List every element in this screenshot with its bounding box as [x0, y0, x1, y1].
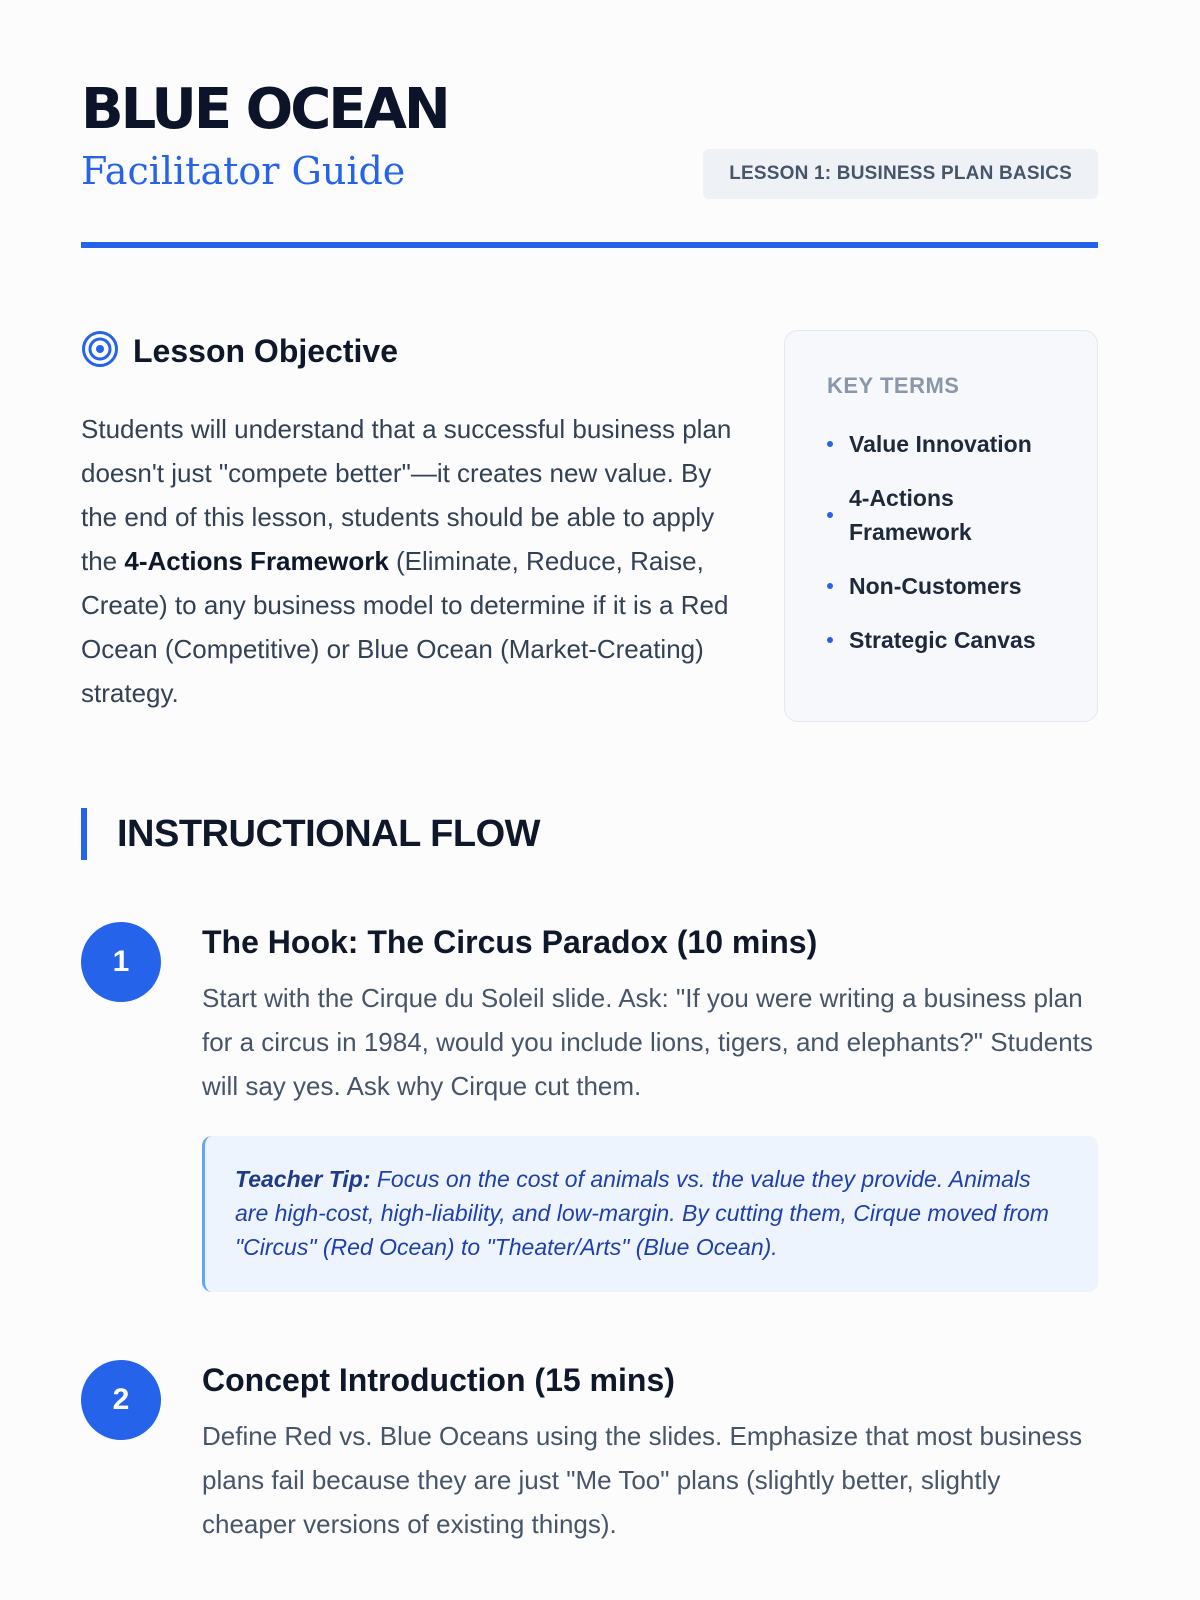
- bullet-icon: [827, 637, 833, 643]
- page-header: [81, 0, 1098, 248]
- step-title: Concept Introduction (15 mins): [202, 1362, 675, 1398]
- key-term-label: Strategic Canvas: [849, 627, 1036, 653]
- bullet-icon: [827, 441, 833, 447]
- objective-heading-row: [81, 330, 741, 373]
- key-term-item: [827, 481, 1067, 549]
- flow-step: [81, 922, 1098, 1292]
- key-term-item: [827, 623, 1067, 657]
- bullet-icon: [827, 512, 833, 518]
- objective-heading: Lesson Objective: [133, 333, 398, 369]
- step-number-badge: 2: [81, 1360, 161, 1440]
- key-term-item: [827, 569, 1067, 603]
- objective-text: [81, 407, 741, 715]
- step-text: Define Red vs. Blue Oceans using the slides. Emphasize that most business plans fail because they are just "Me Too" plans (slightly better, slightly cheaper versions of existing things).: [202, 1421, 1083, 1539]
- flow-step: [81, 1360, 1098, 1546]
- bullet-icon: [827, 583, 833, 589]
- step-body: [202, 1360, 1098, 1546]
- key-term-label: Value Innovation: [849, 431, 1032, 457]
- step-number-badge: 1: [81, 922, 161, 1002]
- target-icon: [81, 330, 119, 373]
- step-title: The Hook: The Circus Paradox (10 mins): [202, 924, 818, 960]
- teacher-tip-label: Teacher Tip:: [235, 1166, 371, 1192]
- header-divider: [81, 242, 1098, 248]
- objective-text-start: Students will understand that a successful business plan doesn't just "compete better"—it creates new value. By the end of this lesson, students should be able to apply the: [81, 414, 732, 576]
- objective-text-end: (Eliminate, Reduce, Raise, Create) to any business model to determine if it is a Red Ocean (Competitive) or Blue Ocean (Market-Creating) strategy.: [81, 546, 729, 708]
- key-term-item: [827, 427, 1067, 461]
- lesson-badge: LESSON 1: BUSINESS PLAN BASICS: [703, 149, 1098, 199]
- instructional-flow-heading: INSTRUCTIONAL FLOW: [81, 808, 540, 860]
- step-text: Start with the Cirque du Soleil slide. Ask: "If you were writing a business plan for a circus in 1984, would you include lions, tigers, and elephants?" Students will say yes. Ask why Cirque cut them.: [202, 983, 1093, 1101]
- page-subtitle: Facilitator Guide: [81, 149, 406, 193]
- brand-title: BLUE OCEAN: [81, 77, 448, 142]
- key-terms-title: KEY TERMS: [827, 373, 960, 398]
- lesson-objective-section: [81, 330, 741, 715]
- key-term-label: 4-Actions Framework: [849, 485, 972, 545]
- step-body: [202, 922, 1098, 1292]
- objective-framework-term: 4-Actions Framework: [124, 546, 389, 576]
- key-terms-panel: [784, 330, 1098, 722]
- teacher-tip-text: Focus on the cost of animals vs. the value they provide. Animals are high-cost, high-liability, and low-margin. By cutting them, Cirque moved from "Circus" (Red Ocean) to "Theater/Arts" (Blue Ocean).: [235, 1166, 1049, 1260]
- teacher-tip-callout: [202, 1136, 1098, 1292]
- key-term-label: Non-Customers: [849, 573, 1022, 599]
